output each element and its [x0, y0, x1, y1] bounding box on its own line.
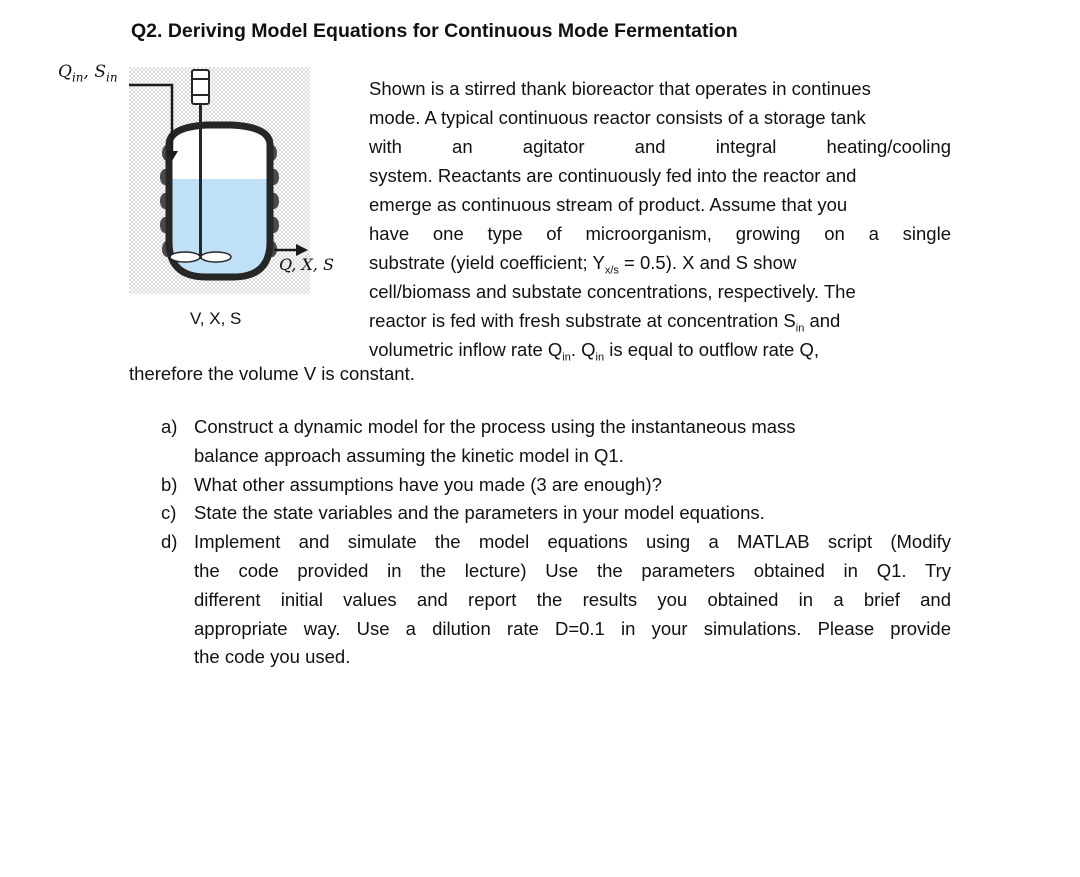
inflow-text-mid: . Q	[570, 339, 596, 360]
sub-question-a	[161, 413, 951, 471]
inflow-text: volumetric inflow rate Q	[369, 339, 563, 360]
yield-text-end: = 0.5). X and S show	[618, 252, 797, 273]
item-line: State the state variables and the parameters in your model equations.	[194, 502, 765, 524]
item-line: balance approach assuming the kinetic model in Q1.	[194, 444, 624, 466]
description-line: emerge as continuous stream of product. Assume that you	[369, 194, 848, 215]
yield-subscript: x/s	[604, 264, 619, 277]
description-line	[369, 335, 951, 364]
item-line: different initial values and report the results you obtained in a brief and	[194, 588, 951, 610]
description-line: mode. A typical continuous reactor consists of a storage tank	[369, 107, 866, 128]
description-line	[369, 248, 951, 277]
description-line: cell/biomass and substate concentrations, respectively. The	[369, 281, 856, 302]
item-marker: a)	[161, 416, 178, 437]
question-title: Q2. Deriving Model Equations for Continuous Mode Fermentation	[131, 20, 738, 42]
description-tail: therefore the volume V is constant.	[129, 363, 415, 384]
inlet-q-subscript: in	[71, 70, 84, 85]
motor-icon	[192, 70, 209, 104]
item-line: the code you used.	[194, 646, 351, 668]
inflow-subscript-2: in	[595, 351, 605, 364]
sub-question-d	[161, 528, 951, 672]
inlet-q-symbol: Q	[58, 62, 72, 82]
description-line	[369, 306, 951, 335]
inlet-separator: , S	[83, 62, 106, 82]
inflow-subscript: in	[562, 351, 571, 364]
item-line: the code provided in the lecture) Use the parameters obtained in Q1. Try	[194, 559, 951, 581]
outlet-flow-label: Q, X, S	[279, 255, 335, 274]
feed-subscript: in	[795, 322, 805, 335]
feed-text-end: and	[804, 310, 841, 331]
description-line: have one type of microorganism, growing on a single	[369, 223, 951, 244]
item-marker: c)	[161, 502, 177, 524]
sub-question-c	[161, 499, 951, 528]
sub-question-list	[161, 413, 951, 672]
item-line: Construct a dynamic model for the process using the instantaneous mass	[194, 416, 796, 437]
item-line: appropriate way. Use a dilution rate D=0.1 in your simulations. Please provide	[194, 617, 951, 639]
sub-question-b	[161, 471, 951, 500]
feed-text: reactor is fed with fresh substrate at concentration S	[369, 310, 796, 331]
problem-description	[369, 74, 951, 364]
inlet-s-subscript: in	[105, 70, 118, 85]
tank-contents-label: V, X, S	[190, 309, 242, 328]
description-line: with an agitator and integral heating/cooling	[369, 136, 951, 157]
item-marker: d)	[161, 531, 178, 553]
yield-text: substrate (yield coefficient; Y	[369, 252, 605, 273]
description-line: system. Reactants are continuously fed into the reactor and	[369, 165, 857, 186]
item-marker: b)	[161, 473, 178, 495]
inlet-flow-label	[58, 62, 118, 84]
item-line: Implement and simulate the model equations using a MATLAB script (Modify	[194, 531, 951, 553]
inflow-text-end: is equal to outflow rate Q,	[604, 339, 820, 360]
item-line: What other assumptions have you made (3 are enough)?	[194, 473, 662, 495]
description-line: Shown is a stirred thank bioreactor that operates in continues	[369, 78, 871, 99]
